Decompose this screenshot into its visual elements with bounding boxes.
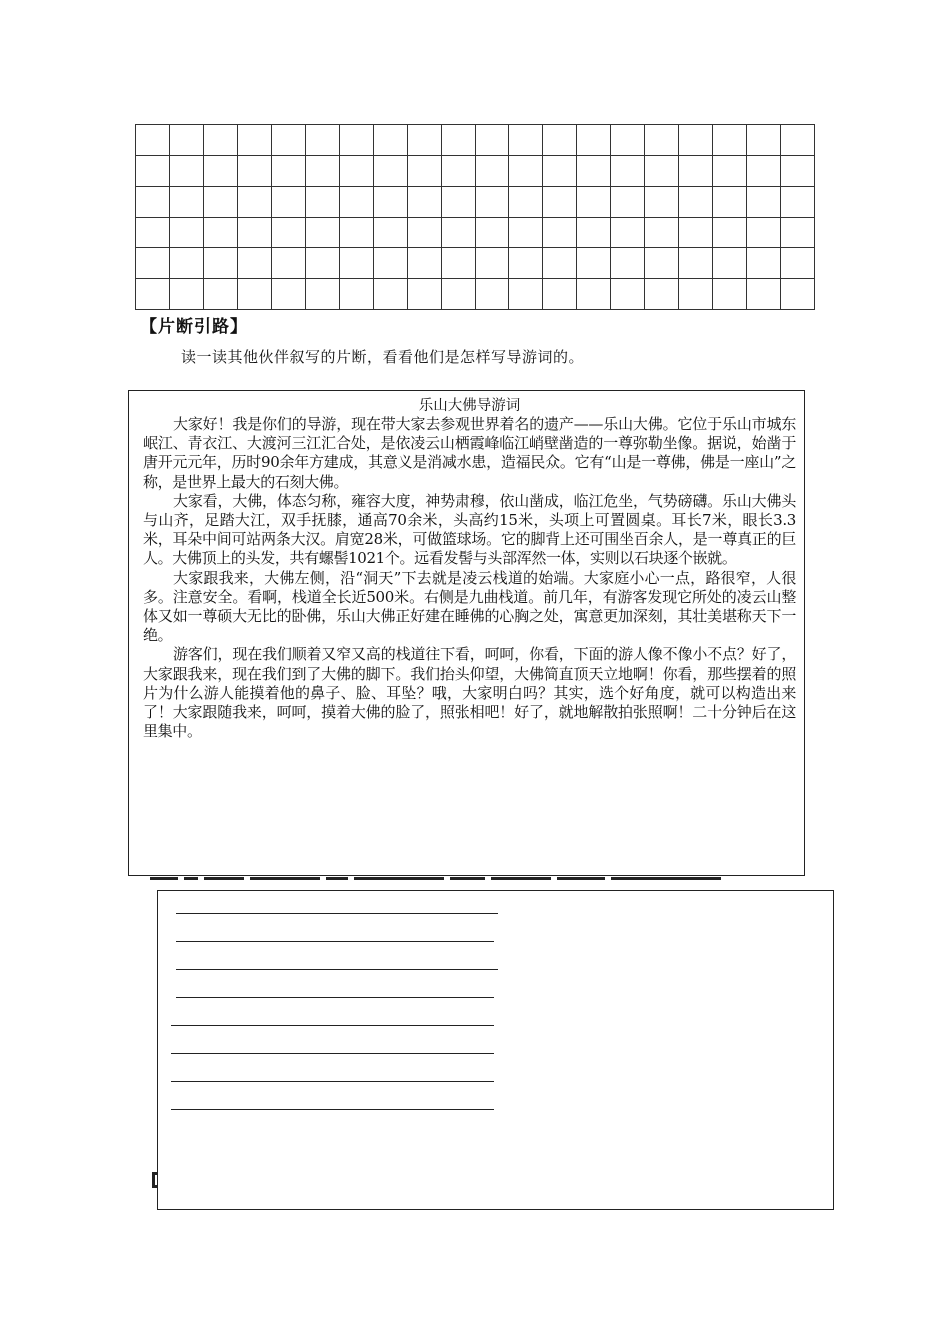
- section-heading: 【片断引路】: [140, 317, 248, 337]
- grid-cell[interactable]: [374, 156, 408, 187]
- grid-cell[interactable]: [306, 156, 340, 187]
- grid-cell[interactable]: [645, 156, 679, 187]
- passage-box: [128, 390, 805, 876]
- grid-cell[interactable]: [577, 156, 611, 187]
- grid-cell[interactable]: [713, 125, 747, 156]
- grid-cell[interactable]: [442, 248, 476, 279]
- grid-cell[interactable]: [238, 218, 272, 249]
- grid-cell[interactable]: [272, 156, 306, 187]
- grid-cell[interactable]: [442, 218, 476, 249]
- answer-line[interactable]: [176, 913, 498, 914]
- grid-cell[interactable]: [204, 218, 238, 249]
- grid-cell[interactable]: [340, 248, 374, 279]
- grid-cell[interactable]: [476, 279, 510, 310]
- grid-cell[interactable]: [781, 125, 815, 156]
- grid-cell[interactable]: [374, 125, 408, 156]
- grid-cell[interactable]: [272, 218, 306, 249]
- answer-line[interactable]: [176, 941, 494, 942]
- grid-cell[interactable]: [645, 248, 679, 279]
- grid-cell[interactable]: [476, 156, 510, 187]
- grid-cell[interactable]: [204, 248, 238, 279]
- grid-cell[interactable]: [170, 125, 204, 156]
- grid-cell[interactable]: [577, 248, 611, 279]
- grid-cell[interactable]: [781, 248, 815, 279]
- grid-cell[interactable]: [408, 248, 442, 279]
- grid-cell[interactable]: [204, 125, 238, 156]
- grid-cell[interactable]: [543, 125, 577, 156]
- grid-cell[interactable]: [747, 279, 781, 310]
- grid-cell[interactable]: [611, 125, 645, 156]
- grid-cell[interactable]: [781, 218, 815, 249]
- grid-cell[interactable]: [713, 187, 747, 218]
- grid-cell[interactable]: [679, 279, 713, 310]
- grid-cell[interactable]: [340, 125, 374, 156]
- grid-cell[interactable]: [306, 218, 340, 249]
- grid-cell[interactable]: [340, 187, 374, 218]
- grid-cell[interactable]: [509, 218, 543, 249]
- grid-cell[interactable]: [442, 125, 476, 156]
- grid-cell[interactable]: [306, 125, 340, 156]
- grid-cell[interactable]: [679, 218, 713, 249]
- answer-line[interactable]: [176, 969, 498, 970]
- grid-cell[interactable]: [408, 125, 442, 156]
- grid-cell[interactable]: [170, 218, 204, 249]
- grid-cell[interactable]: [442, 279, 476, 310]
- intro-text: 读一读其他伙伴叙写的片断，看看他们是怎样写导游词的。: [181, 348, 585, 366]
- answer-box: [157, 890, 834, 1210]
- grid-cell[interactable]: [170, 156, 204, 187]
- grid-cell[interactable]: [747, 218, 781, 249]
- answer-line[interactable]: [171, 1109, 494, 1110]
- grid-cell[interactable]: [408, 156, 442, 187]
- grid-cell[interactable]: [747, 156, 781, 187]
- grid-cell[interactable]: [136, 218, 170, 249]
- grid-cell[interactable]: [136, 279, 170, 310]
- grid-cell[interactable]: [374, 279, 408, 310]
- grid-cell[interactable]: [747, 187, 781, 218]
- grid-cell[interactable]: [781, 156, 815, 187]
- grid-cell[interactable]: [679, 187, 713, 218]
- grid-cell[interactable]: [204, 279, 238, 310]
- grid-cell[interactable]: [509, 125, 543, 156]
- grid-cell[interactable]: [645, 218, 679, 249]
- grid-cell[interactable]: [272, 248, 306, 279]
- grid-cell[interactable]: [272, 187, 306, 218]
- grid-cell[interactable]: [645, 125, 679, 156]
- grid-cell[interactable]: [679, 248, 713, 279]
- grid-cell[interactable]: [442, 187, 476, 218]
- grid-cell[interactable]: [340, 218, 374, 249]
- grid-cell[interactable]: [408, 218, 442, 249]
- obscured-footer-text: [400, 1208, 480, 1214]
- grid-cell[interactable]: [509, 187, 543, 218]
- grid-cell[interactable]: [476, 248, 510, 279]
- grid-cell[interactable]: [747, 125, 781, 156]
- grid-cell[interactable]: [781, 279, 815, 310]
- grid-cell[interactable]: [408, 279, 442, 310]
- grid-cell[interactable]: [679, 156, 713, 187]
- grid-cell[interactable]: [238, 279, 272, 310]
- passage-title: 乐山大佛导游词: [418, 398, 521, 414]
- passage-paragraph: 大家跟我来，大佛左侧，沿“洞天”下去就是凌云栈道的始端。大家庭小心一点，路很窄，人很多。注意安全。看啊，栈道全长近500米。右侧是九曲栈道。前几年，有游客发现它所处的凌云山整体又如一尊硕大无比的卧佛，乐山大佛正好建在睡佛的心胸之处，寓意更加深刻，其壮美堪称天下一绝。: [143, 568, 796, 645]
- grid-cell[interactable]: [238, 187, 272, 218]
- grid-cell[interactable]: [306, 187, 340, 218]
- grid-cell[interactable]: [611, 218, 645, 249]
- grid-cell[interactable]: [577, 279, 611, 310]
- grid-cell[interactable]: [713, 218, 747, 249]
- grid-cell[interactable]: [509, 279, 543, 310]
- grid-cell[interactable]: [136, 187, 170, 218]
- grid-cell[interactable]: [272, 125, 306, 156]
- grid-cell[interactable]: [543, 279, 577, 310]
- grid-cell[interactable]: [170, 279, 204, 310]
- grid-cell[interactable]: [374, 187, 408, 218]
- grid-cell[interactable]: [611, 187, 645, 218]
- grid-cell[interactable]: [204, 187, 238, 218]
- grid-cell[interactable]: [170, 187, 204, 218]
- grid-cell[interactable]: [543, 218, 577, 249]
- grid-cell[interactable]: [238, 125, 272, 156]
- grid-cell[interactable]: [713, 248, 747, 279]
- grid-cell[interactable]: [577, 187, 611, 218]
- bracket-mark: [152, 1172, 158, 1188]
- writing-grid: [135, 124, 815, 310]
- grid-cell[interactable]: [136, 248, 170, 279]
- obscured-text-line: [150, 868, 770, 880]
- grid-cell[interactable]: [645, 279, 679, 310]
- grid-cell[interactable]: [204, 156, 238, 187]
- grid-cell[interactable]: [543, 156, 577, 187]
- grid-cell[interactable]: [476, 187, 510, 218]
- grid-cell[interactable]: [170, 248, 204, 279]
- grid-cell[interactable]: [577, 218, 611, 249]
- grid-cell[interactable]: [509, 156, 543, 187]
- grid-cell[interactable]: [340, 279, 374, 310]
- grid-cell[interactable]: [509, 248, 543, 279]
- grid-cell[interactable]: [238, 248, 272, 279]
- grid-cell[interactable]: [374, 248, 408, 279]
- grid-cell[interactable]: [611, 248, 645, 279]
- grid-cell[interactable]: [136, 156, 170, 187]
- grid-cell[interactable]: [408, 187, 442, 218]
- grid-cell[interactable]: [136, 125, 170, 156]
- answer-line[interactable]: [171, 1053, 494, 1054]
- grid-cell[interactable]: [340, 156, 374, 187]
- answer-line[interactable]: [176, 997, 494, 998]
- grid-cell[interactable]: [238, 156, 272, 187]
- grid-cell[interactable]: [781, 187, 815, 218]
- passage-paragraph: 大家好！我是你们的导游，现在带大家去参观世界着名的遗产——乐山大佛。它位于乐山市城东岷江、青衣江、大渡河三江汇合处，是依凌云山栖霞峰临江峭壁凿造的一尊弥勒坐像。据说，始凿于唐开元元年，历时90余年方建成，其意义是消减水患，造福民众。它有“山是一尊佛，佛是一座山”之称，是世界上最大的石刻大佛。: [143, 415, 796, 491]
- grid-cell[interactable]: [476, 218, 510, 249]
- answer-line[interactable]: [171, 1025, 494, 1026]
- grid-cell[interactable]: [543, 248, 577, 279]
- grid-cell[interactable]: [442, 156, 476, 187]
- grid-cell[interactable]: [611, 279, 645, 310]
- answer-line[interactable]: [171, 1081, 494, 1082]
- grid-cell[interactable]: [713, 279, 747, 310]
- grid-cell[interactable]: [374, 218, 408, 249]
- grid-cell[interactable]: [543, 187, 577, 218]
- grid-cell[interactable]: [645, 187, 679, 218]
- grid-cell[interactable]: [306, 248, 340, 279]
- grid-cell[interactable]: [679, 125, 713, 156]
- grid-cell[interactable]: [611, 156, 645, 187]
- grid-cell[interactable]: [713, 156, 747, 187]
- passage-paragraph: 大家看，大佛，体态匀称，雍容大度，神势肃穆，依山凿成，临江危坐，气势磅礴。乐山大佛头与山齐，足踏大江，双手抚膝，通高70余米，头高约15米，头项上可置圆桌。耳长7米，眼长3.3米，耳朵中间可站两条大汉。肩宽28米，可做篮球场。它的脚背上还可围坐百余人，是一尊真正的巨人。大佛顶上的头发，共有螺髻1021个。远看发髻与头部浑然一体，实则以石块逐个嵌就。: [143, 491, 796, 568]
- passage-paragraph: 游客们，现在我们顺着又窄又高的栈道往下看，呵呵，你看，下面的游人像不像小不点？好了，大家跟我来，现在我们到了大佛的脚下。我们抬头仰望，大佛简直顶天立地啊！你看，那些摆着的照片为什么游人能摸着他的鼻子、脸、耳坠？哦，大家明白吗？其实，选个好角度，就可以构造出来了！大家跟随我来，呵呵，摸着大佛的脸了，照张相吧！好了，就地解散拍张照啊！二十分钟后在这里集中。: [143, 645, 796, 741]
- grid-cell[interactable]: [306, 279, 340, 310]
- grid-cell[interactable]: [577, 125, 611, 156]
- grid-cell[interactable]: [747, 248, 781, 279]
- grid-cell[interactable]: [476, 125, 510, 156]
- grid-cell[interactable]: [272, 279, 306, 310]
